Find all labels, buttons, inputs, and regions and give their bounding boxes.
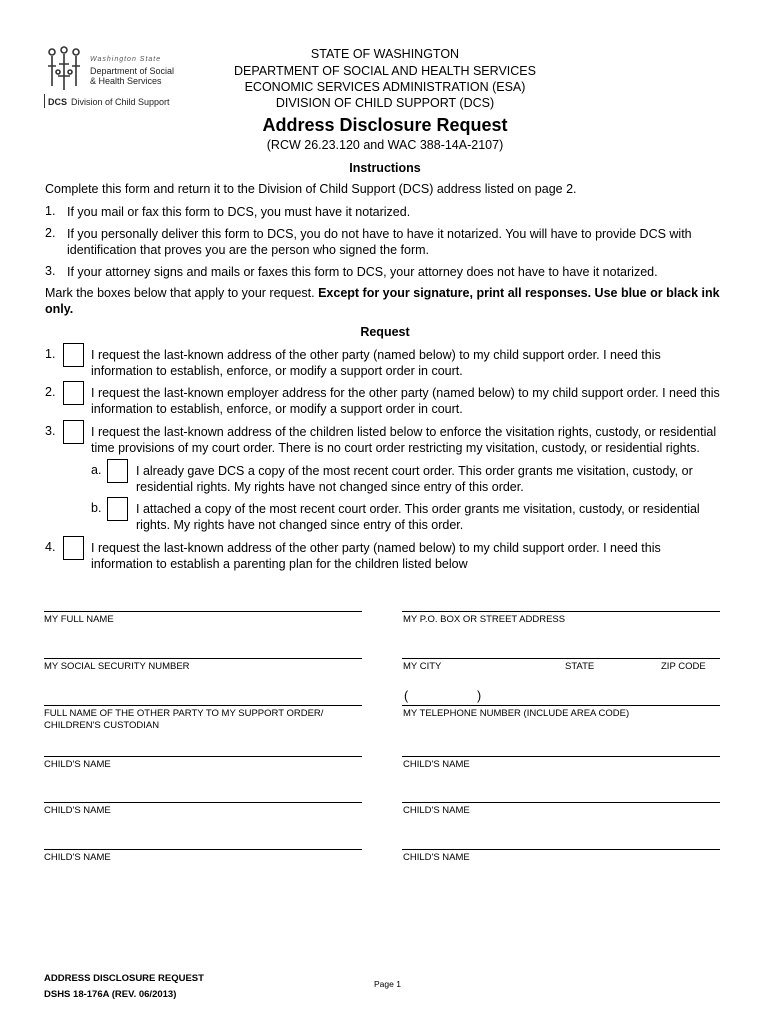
phone-label: MY TELEPHONE NUMBER (INCLUDE AREA CODE) bbox=[403, 708, 630, 719]
request-number: 2. bbox=[45, 385, 56, 399]
logo-dcs: DCS bbox=[48, 97, 68, 107]
request-number: 1. bbox=[45, 347, 56, 361]
page-subtitle: (RCW 26.23.120 and WAC 388-14A-2107) bbox=[266, 138, 504, 152]
instruction-number: 1. bbox=[45, 204, 56, 218]
address-field[interactable] bbox=[402, 611, 720, 612]
request-2-checkbox[interactable] bbox=[63, 381, 84, 405]
request-1-checkbox[interactable] bbox=[63, 343, 84, 367]
logo-dept-line2: & Health Services bbox=[90, 76, 162, 86]
instructions-intro: Complete this form and return it to the Division of Child Support (DCS) address listed on page 2. bbox=[45, 182, 577, 196]
request-number: 4. bbox=[45, 540, 56, 554]
other-party-field[interactable] bbox=[44, 705, 362, 706]
header-line-3: ECONOMIC SERVICES ADMINISTRATION (ESA) bbox=[244, 80, 526, 94]
footer-page-number: Page 1 bbox=[374, 979, 401, 989]
header-line-2: DEPARTMENT OF SOCIAL AND HEALTH SERVICES bbox=[234, 64, 536, 78]
child-name-label: CHILD'S NAME bbox=[403, 805, 470, 816]
header-line-1: STATE OF WASHINGTON bbox=[310, 47, 460, 61]
child-name-field[interactable] bbox=[402, 802, 720, 803]
request-3b-text: I attached a copy of the most recent court order. This order grants me visitation, custody, or residential rights. My rights have not changed since entry of this order. bbox=[136, 502, 700, 532]
request-3b-checkbox[interactable] bbox=[107, 497, 128, 521]
city-label: MY CITY bbox=[403, 661, 442, 672]
request-2-text: I request the last-known employer address for the other party (named below) to my child support order. I need this information to establish, enforce, or modify a support order in court. bbox=[91, 386, 720, 416]
footer-form-number: DSHS 18-176A (REV. 06/2013) bbox=[44, 989, 177, 1000]
ssn-label: MY SOCIAL SECURITY NUMBER bbox=[44, 661, 190, 672]
child-name-field[interactable] bbox=[44, 849, 362, 850]
request-3-checkbox[interactable] bbox=[63, 420, 84, 444]
request-4-checkbox[interactable] bbox=[63, 536, 84, 560]
child-name-label: CHILD'S NAME bbox=[44, 852, 111, 863]
other-party-label-line1: FULL NAME OF THE OTHER PARTY TO MY SUPPORT ORDER/ bbox=[44, 708, 324, 719]
child-name-label: CHILD'S NAME bbox=[403, 852, 470, 863]
phone-area-open: ( bbox=[404, 689, 409, 703]
mark-instructions-plain: Mark the boxes below that apply to your request. bbox=[45, 286, 319, 300]
request-1-text: I request the last-known address of the other party (named below) to my child support order. I need this information to establish, enforce, or modify a support order in court. bbox=[91, 348, 661, 378]
mark-instructions-bold: Except for your signature, print all responses. Use blue or black ink only. bbox=[45, 286, 720, 316]
phone-field[interactable] bbox=[402, 705, 720, 706]
child-name-field[interactable] bbox=[402, 756, 720, 757]
full-name-label: MY FULL NAME bbox=[44, 614, 114, 625]
child-name-label: CHILD'S NAME bbox=[44, 759, 111, 770]
request-number: 3. bbox=[45, 424, 56, 438]
ssn-field[interactable] bbox=[44, 658, 362, 659]
sub-request-letter: a. bbox=[91, 463, 102, 477]
address-label: MY P.O. BOX OR STREET ADDRESS bbox=[403, 614, 566, 625]
child-name-label: CHILD'S NAME bbox=[44, 805, 111, 816]
request-4-text: I request the last-known address of the other party (named below) to my child support order. I need this information to establish a parenting plan for the children listed below bbox=[91, 541, 661, 571]
logo-dept-line1: Department of Social bbox=[90, 66, 175, 76]
child-name-field[interactable] bbox=[44, 756, 362, 757]
instructions-heading: Instructions bbox=[349, 161, 421, 175]
page-title: Address Disclosure Request bbox=[262, 115, 508, 135]
state-label: STATE bbox=[565, 661, 595, 672]
instruction-number: 3. bbox=[45, 264, 56, 278]
mark-instructions bbox=[45, 285, 725, 317]
child-name-label: CHILD'S NAME bbox=[403, 759, 470, 770]
instruction-text: If you mail or fax this form to DCS, you must have it notarized. bbox=[67, 205, 411, 219]
sub-request-letter: b. bbox=[91, 501, 102, 515]
full-name-field[interactable] bbox=[44, 611, 362, 612]
footer-form-name: ADDRESS DISCLOSURE REQUEST bbox=[44, 973, 204, 984]
city-state-zip-field[interactable] bbox=[402, 658, 720, 659]
instruction-number: 2. bbox=[45, 226, 56, 240]
logo-state-text: Washington State bbox=[90, 56, 162, 63]
other-party-label-line2: CHILDREN'S CUSTODIAN bbox=[44, 720, 160, 731]
logo-division: Division of Child Support bbox=[71, 97, 170, 107]
zip-label: ZIP CODE bbox=[661, 661, 706, 672]
instruction-text: If you personally deliver this form to DCS, you do not have to have it notarized. You will have to provide DCS with identification that proves you are the person who signed the form. bbox=[67, 227, 692, 257]
instruction-text: If your attorney signs and mails or faxes this form to DCS, your attorney does not have to have it notarized. bbox=[67, 265, 658, 279]
phone-area-close: ) bbox=[477, 689, 482, 703]
request-3a-text: I already gave DCS a copy of the most recent court order. This order grants me visitation, custody, or residential rights. My rights have not changed since entry of this order. bbox=[136, 464, 693, 494]
request-heading: Request bbox=[360, 325, 410, 339]
child-name-field[interactable] bbox=[44, 802, 362, 803]
request-3-text: I request the last-known address of the children listed below to enforce the visitation rights, custody, or residential time provisions of my court order. There is no court order restricting my visitation, custody, or residential rights. bbox=[91, 425, 717, 455]
request-3a-checkbox[interactable] bbox=[107, 459, 128, 483]
header-line-4: DIVISION OF CHILD SUPPORT (DCS) bbox=[275, 96, 495, 110]
child-name-field[interactable] bbox=[402, 849, 720, 850]
